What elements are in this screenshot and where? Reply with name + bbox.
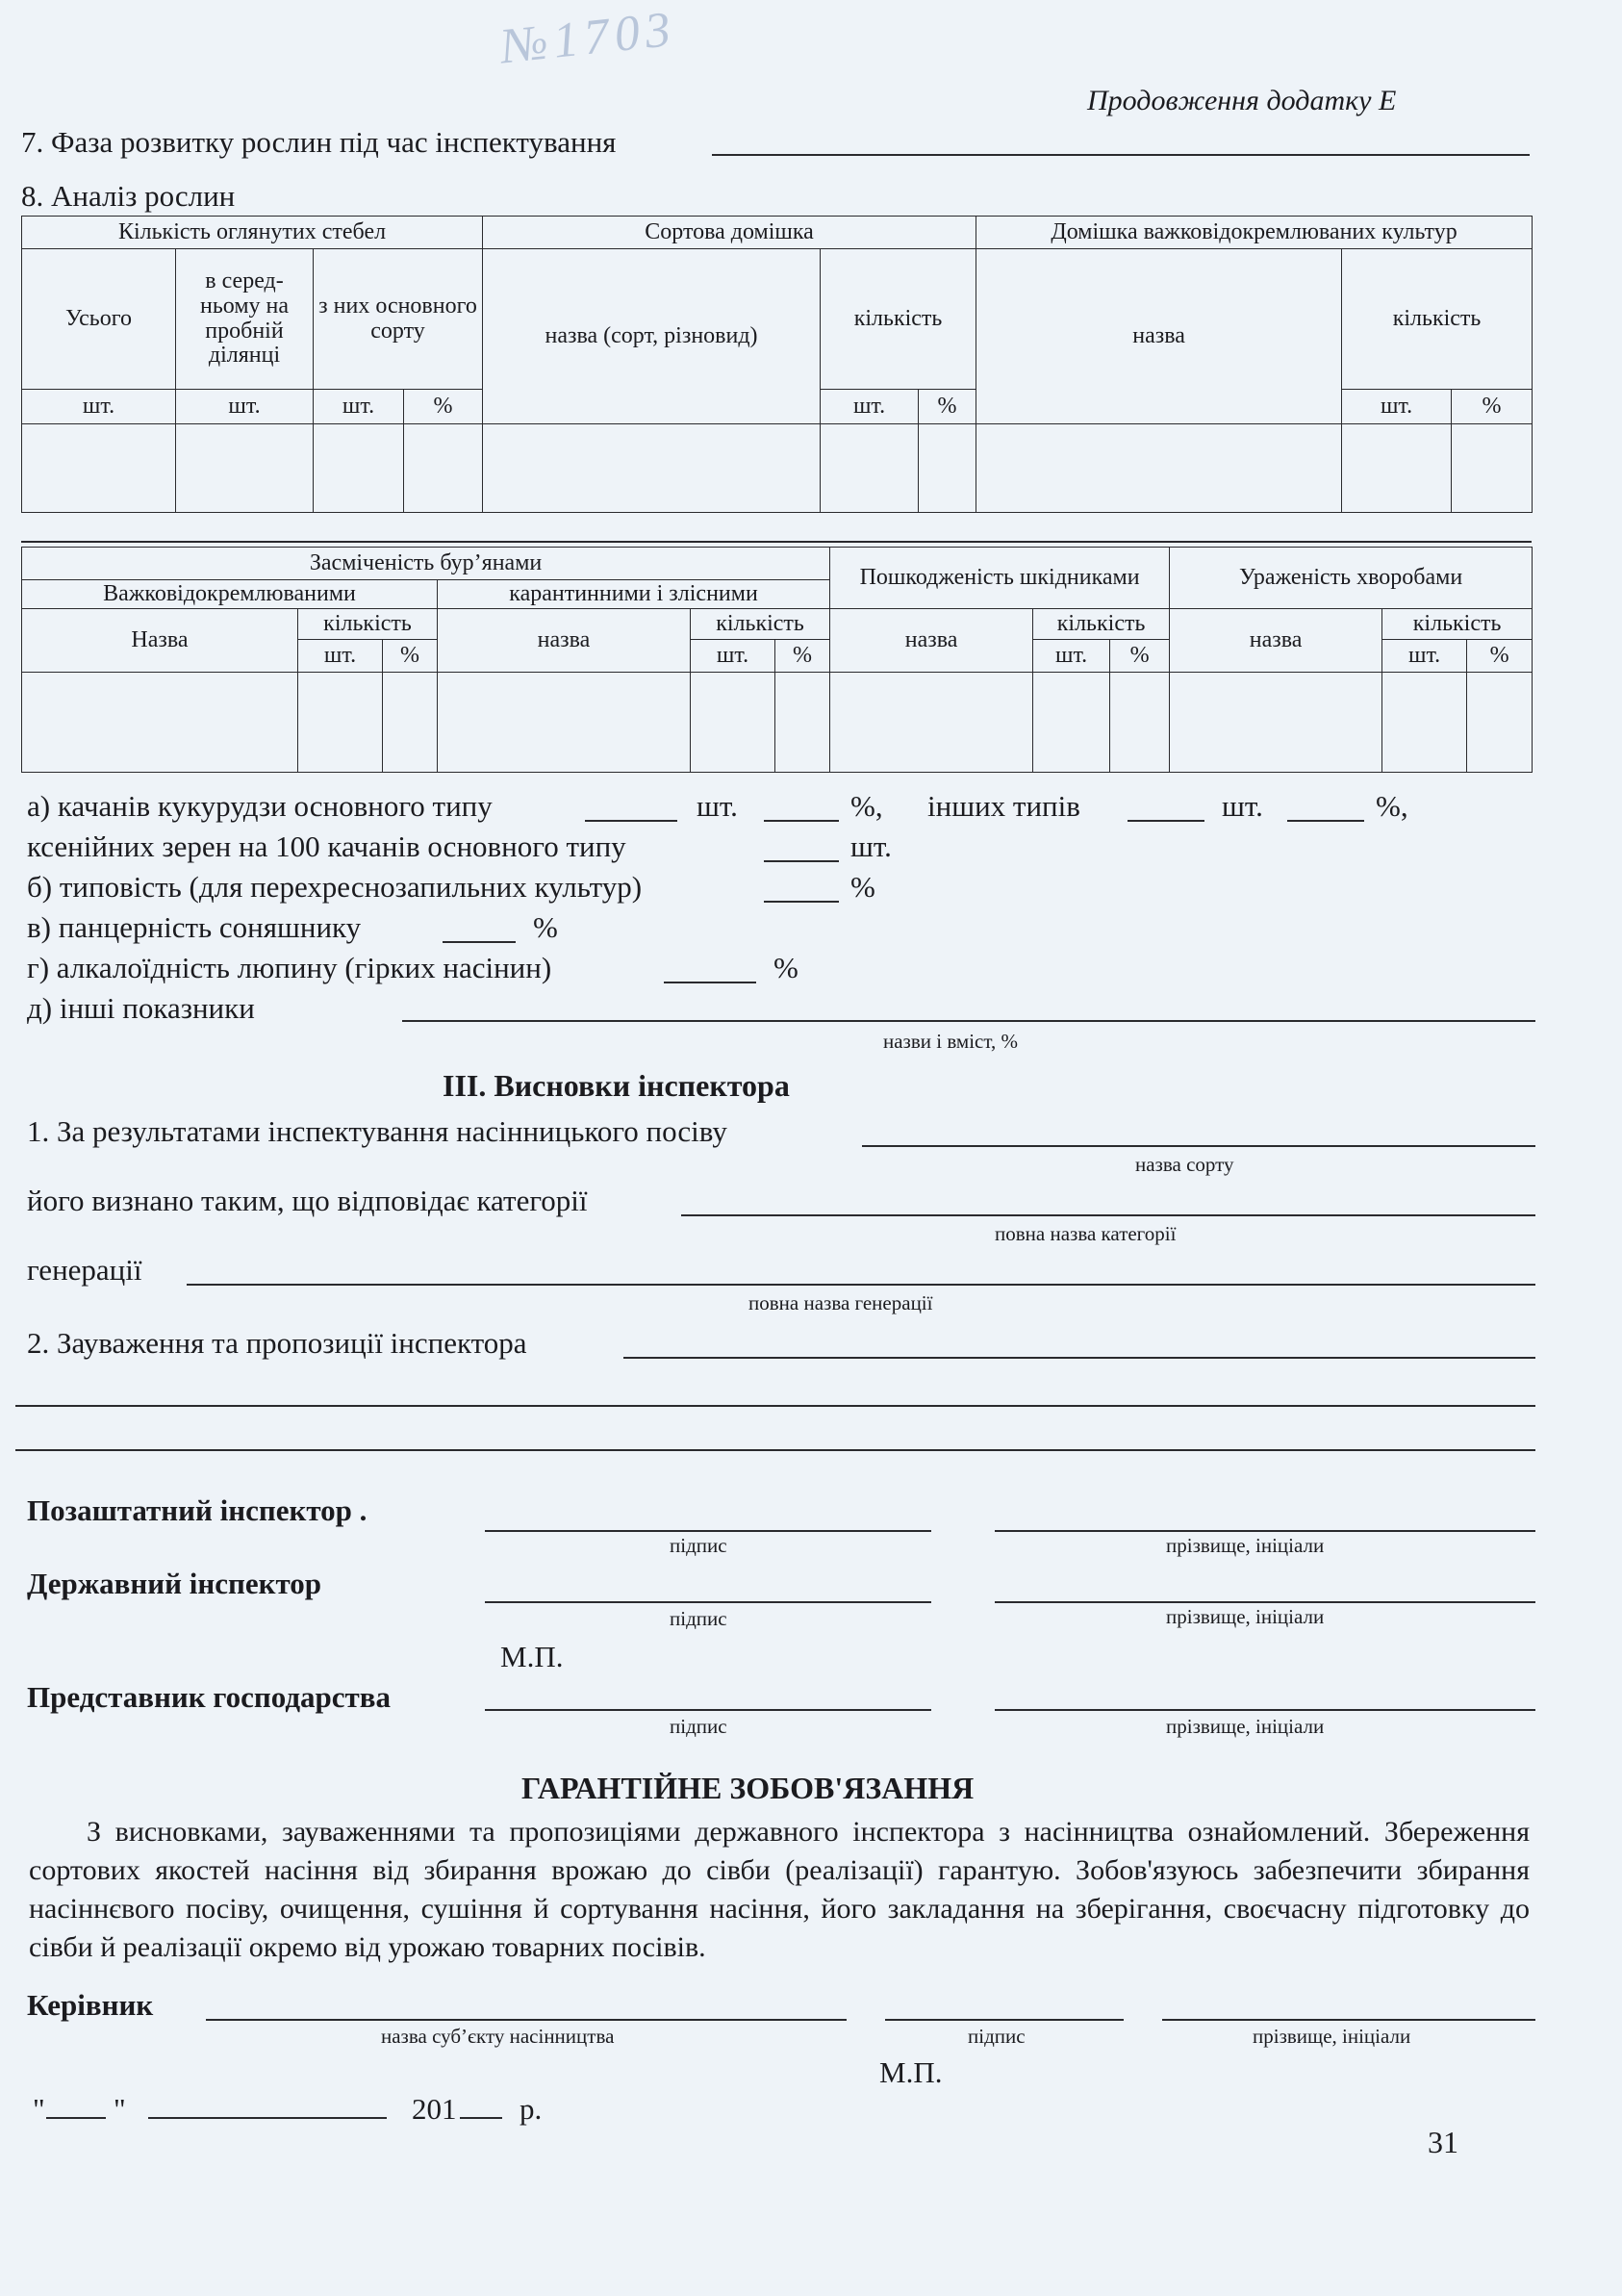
unit-pct: % xyxy=(404,390,483,424)
unit-pcs: шт. xyxy=(1222,789,1263,823)
unit-pct: %, xyxy=(1376,789,1408,823)
c3-label: генерації xyxy=(27,1253,142,1287)
farm-representative-label: Представник господарства xyxy=(27,1680,392,1714)
col-name: назва xyxy=(976,249,1342,424)
header-stems: Кількість оглянутих стебел xyxy=(22,217,483,249)
date-quote-close: " xyxy=(114,2092,126,2126)
header-weeds: Засміченість бур’янами xyxy=(22,548,830,580)
unit-pcs: шт. xyxy=(1342,390,1452,424)
corn-other-pcs-field[interactable] xyxy=(1128,820,1204,822)
farm-name-field[interactable] xyxy=(995,1709,1535,1711)
freelance-sign-field[interactable] xyxy=(485,1530,931,1532)
unit-pcs: шт. xyxy=(1033,640,1110,673)
data-cell[interactable] xyxy=(314,424,404,513)
surname-caption: прізвище, ініціали xyxy=(1166,1534,1325,1557)
unit-pct: % xyxy=(919,390,976,424)
sign-caption: підпис xyxy=(670,1534,727,1557)
unit-pct: % xyxy=(773,951,798,984)
generation-field[interactable] xyxy=(187,1284,1535,1286)
category-field[interactable] xyxy=(681,1214,1535,1216)
data-cell[interactable] xyxy=(1342,424,1452,513)
unit-pcs: шт. xyxy=(298,640,383,673)
data-cell[interactable] xyxy=(22,424,176,513)
variety-field[interactable] xyxy=(862,1145,1535,1147)
sign-caption: підпис xyxy=(670,1715,727,1738)
stamp-label: М.П. xyxy=(879,2055,943,2089)
unit-pcs: шт. xyxy=(176,390,314,424)
table-separator xyxy=(21,541,1532,543)
page-number: 31 xyxy=(1428,2125,1458,2159)
header-quarantine: карантинними і злісними xyxy=(438,580,830,609)
remarks-field-3[interactable] xyxy=(15,1449,1535,1451)
col-name: назва xyxy=(830,609,1033,673)
item8-label: 8. Аналіз рослин xyxy=(21,179,236,213)
corn-other-pct-field[interactable] xyxy=(1287,820,1364,822)
header-heavy: Домішка важковідокремлюваних культур xyxy=(976,217,1533,249)
unit-pct: % xyxy=(1110,640,1170,673)
data-cell[interactable] xyxy=(1033,673,1110,773)
col-main: з них основного сорту xyxy=(314,249,483,390)
variety-caption: назва сорту xyxy=(1135,1153,1234,1176)
surname-caption: прізвище, ініціали xyxy=(1253,2025,1411,2048)
col-qty: кількість xyxy=(821,249,976,390)
date-day-field[interactable] xyxy=(46,2117,106,2119)
unit-pcs: шт. xyxy=(22,390,176,424)
col-name: Назва xyxy=(22,609,298,673)
col-name: назва xyxy=(438,609,691,673)
data-cell[interactable] xyxy=(830,673,1033,773)
unit-pcs: шт. xyxy=(1382,640,1467,673)
year-suffix: р. xyxy=(520,2092,543,2126)
date-quote-open: " xyxy=(33,2092,45,2126)
unit-pct: % xyxy=(383,640,438,673)
xenia-field[interactable] xyxy=(764,860,839,862)
remarks-field-2[interactable] xyxy=(15,1405,1535,1407)
data-cell[interactable] xyxy=(298,673,383,773)
c2-label: його визнано таким, що відповідає категорії xyxy=(27,1184,588,1217)
guarantee-title: ГАРАНТІЙНЕ ЗОБОВ'ЯЗАННЯ xyxy=(521,1771,975,1805)
stamp-label: М.П. xyxy=(500,1640,564,1673)
data-cell[interactable] xyxy=(691,673,775,773)
data-cell[interactable] xyxy=(1452,424,1533,513)
data-cell[interactable] xyxy=(483,424,821,513)
head-name-field[interactable] xyxy=(1162,2019,1535,2021)
col-name-sort: назва (сорт, різновид) xyxy=(483,249,821,424)
col-total: Усього xyxy=(22,249,176,390)
header-varietal: Сортова домішка xyxy=(483,217,976,249)
unit-pcs: шт. xyxy=(850,829,892,863)
unit-pct: % xyxy=(1467,640,1533,673)
col-avg: в серед-ньому на пробній ділянці xyxy=(176,249,314,390)
item7-label: 7. Фаза розвитку рослин під час інспектування xyxy=(21,125,617,159)
armor-field[interactable] xyxy=(443,941,516,943)
col-name: назва xyxy=(1170,609,1382,673)
date-year-field[interactable] xyxy=(460,2117,502,2119)
data-cell[interactable] xyxy=(919,424,976,513)
col-qty: кількість xyxy=(1382,609,1533,640)
contamination-table xyxy=(21,547,1533,773)
corn-main-pcs-field[interactable] xyxy=(585,820,677,822)
entity-caption: назва суб’єкту насінництва xyxy=(381,2025,615,2048)
data-cell[interactable] xyxy=(22,673,298,773)
typicality-field[interactable] xyxy=(764,901,839,903)
surname-caption: прізвище, ініціали xyxy=(1166,1715,1325,1738)
head-label: Керівник xyxy=(27,1988,154,2022)
data-cell[interactable] xyxy=(1110,673,1170,773)
armor-label: в) панцерність соняшнику xyxy=(27,910,362,944)
state-inspector-label: Державний інспектор xyxy=(27,1567,322,1600)
alkaloid-label: г) алкалоїдність люпину (гірких насінин) xyxy=(27,951,552,984)
corn-other-label: інших типів xyxy=(927,789,1080,823)
data-cell[interactable] xyxy=(821,424,919,513)
unit-pcs: шт. xyxy=(691,640,775,673)
alkaloid-field[interactable] xyxy=(664,982,756,983)
header-heavy-weeds: Важковідокремлюваними xyxy=(22,580,438,609)
data-cell[interactable] xyxy=(438,673,691,773)
unit-pct: % xyxy=(775,640,830,673)
state-sign-field[interactable] xyxy=(485,1601,931,1603)
farm-sign-field[interactable] xyxy=(485,1709,931,1711)
plants-analysis-table xyxy=(21,216,1533,513)
other-indicators-field[interactable] xyxy=(402,1020,1535,1022)
handwritten-number: №1703 xyxy=(497,1,679,75)
header-pests: Пошкодженість шкідниками xyxy=(830,548,1170,609)
col-qty: кількість xyxy=(1033,609,1170,640)
unit-pct: % xyxy=(850,870,875,904)
typicality-label: б) типовість (для перехреснозапильних культур) xyxy=(27,870,643,904)
data-cell[interactable] xyxy=(176,424,314,513)
unit-pcs: шт. xyxy=(821,390,919,424)
freelance-name-field[interactable] xyxy=(995,1530,1535,1532)
data-cell[interactable] xyxy=(976,424,1342,513)
remarks-field-1[interactable] xyxy=(623,1357,1535,1359)
date-month-field[interactable] xyxy=(148,2117,387,2119)
corn-main-pct-field[interactable] xyxy=(764,820,839,822)
state-name-field[interactable] xyxy=(995,1601,1535,1603)
unit-pcs: шт. xyxy=(697,789,738,823)
head-sign-field[interactable] xyxy=(885,2019,1124,2021)
c4-label: 2. Зауваження та пропозиції інспектора xyxy=(27,1326,527,1360)
item7-field[interactable] xyxy=(712,154,1530,156)
unit-pct: %, xyxy=(850,789,883,823)
corn-main-label: а) качанів кукурудзи основного типу xyxy=(27,789,493,823)
generation-caption: повна назва генерації xyxy=(748,1291,933,1314)
c1-label: 1. За результатами інспектування насінницького посіву xyxy=(27,1114,727,1148)
xenia-label: ксенійних зерен на 100 качанів основного типу xyxy=(27,829,626,863)
header-disease: Ураженість хворобами xyxy=(1170,548,1533,609)
col-qty: кількість xyxy=(691,609,830,640)
entity-field[interactable] xyxy=(206,2019,847,2021)
continuation-header: Продовження додатку Е xyxy=(1087,85,1397,116)
data-cell[interactable] xyxy=(775,673,830,773)
data-cell[interactable] xyxy=(1382,673,1467,773)
category-caption: повна назва категорії xyxy=(995,1222,1177,1245)
freelance-inspector-label: Позаштатний інспектор . xyxy=(27,1493,367,1527)
other-indicators-caption: назви і вміст, % xyxy=(883,1030,1018,1053)
data-cell[interactable] xyxy=(1170,673,1382,773)
sign-caption: підпис xyxy=(670,1607,727,1630)
col-qty: кількість xyxy=(298,609,438,640)
sign-caption: підпис xyxy=(968,2025,1026,2048)
unit-pct: % xyxy=(1452,390,1533,424)
data-cell[interactable] xyxy=(383,673,438,773)
unit-pct: % xyxy=(533,910,558,944)
data-cell[interactable] xyxy=(404,424,483,513)
conclusions-title: III. Висновки інспектора xyxy=(443,1068,790,1103)
guarantee-text: З висновками, зауваженнями та пропозиціями державного інспектора з насінництва ознайомлений. Збереження сортових якостей насіння від збирання врожаю до сівби (реалізації) гарантую. Зобов'язуюсь забезпечити збирання насіннєвого посіву, очищення, сушіння й сортування насіння, його закладання на зберігання, своєчасну підготовку до сівби й реалізації окремо від урожаю товарних посівів. xyxy=(29,1816,1530,1963)
surname-caption: прізвище, ініціали xyxy=(1166,1605,1325,1628)
data-cell[interactable] xyxy=(1467,673,1533,773)
other-indicators-label: д) інші показники xyxy=(27,991,255,1025)
col-qty2: кількість xyxy=(1342,249,1533,390)
year-prefix: 201 xyxy=(412,2092,457,2126)
unit-pcs: шт. xyxy=(314,390,404,424)
